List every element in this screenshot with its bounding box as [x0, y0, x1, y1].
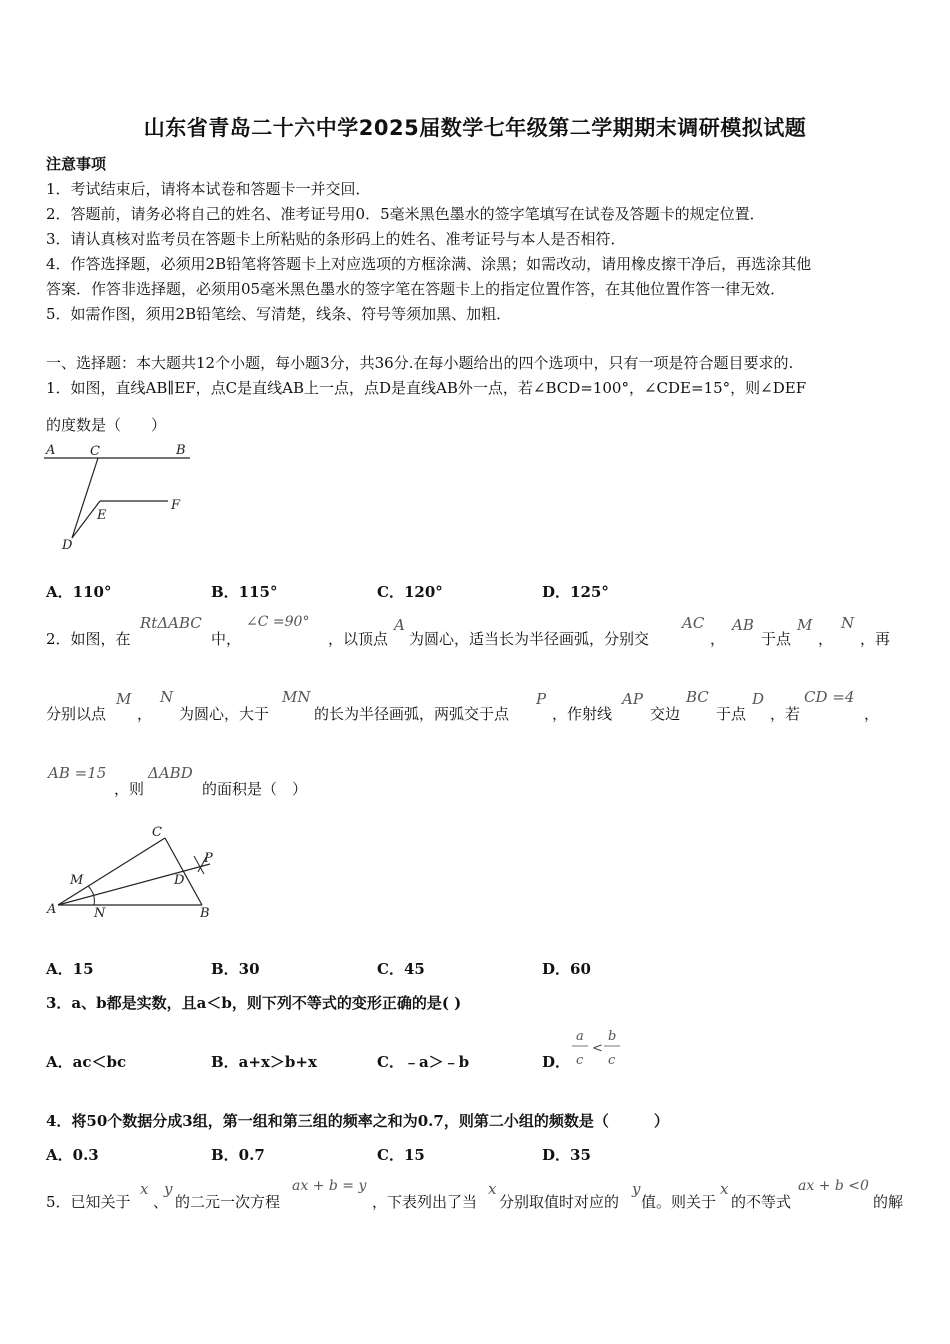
q4-option-d: D．35 [542, 1146, 591, 1164]
q2-math: P [536, 690, 547, 708]
rel: < [592, 1041, 603, 1056]
q3-option-d: D． [542, 1053, 571, 1071]
q2-text: ， [137, 705, 153, 723]
section-heading: 一、选择题：本大题共12个小题，每小题3分，共36分.在每小题给出的四个选项中，只有一项是符合题目要求的. [46, 354, 794, 372]
q5-math: x [140, 1180, 149, 1198]
label-E: E [97, 508, 107, 523]
q3-option-c: C．﹣a＞﹣b [377, 1053, 470, 1071]
label-P: P [204, 851, 213, 866]
notice-item: 5．如需作图，须用2B铅笔绘、写清楚，线条、符号等须加黑、加粗． [46, 305, 512, 323]
q5-math: y [164, 1180, 173, 1198]
q2-math: N [160, 688, 174, 706]
q2-text: ， [818, 630, 834, 648]
q3-option-a: A．ac＜bc [46, 1053, 127, 1071]
q5-math: x [720, 1180, 729, 1198]
q2-math: ΔABD [148, 764, 193, 782]
q2-math: AP [622, 690, 643, 708]
q5-text: 的不等式 [731, 1193, 792, 1211]
q5-text: 的解 [873, 1193, 904, 1211]
q5-text: 分别取值时对应的 [499, 1193, 620, 1211]
q4-stem: 4．将50个数据分成3组，第一组和第三组的频率之和为0.7，则第二小组的频数是（ ） [46, 1112, 669, 1130]
label-A: A [46, 443, 56, 458]
q2-text: ， [864, 705, 880, 723]
label-A: A [47, 902, 57, 917]
q2-text: 于点 [716, 705, 747, 723]
label-C: C [152, 825, 162, 840]
q2-text: 为圆心，大于 [179, 705, 270, 723]
label-B: B [176, 443, 186, 458]
label-F: F [171, 498, 181, 513]
q2-option-b: B．30 [211, 960, 260, 978]
q4-option-c: C．15 [377, 1146, 425, 1164]
q1-figure [40, 438, 200, 556]
q2-math: AB [732, 616, 754, 634]
notice-item: 4．作答选择题，必须用2B铅笔将答题卡上对应选项的方框涂满、涂黑；如需改动，请用橡皮擦干净后，再选涂其他 [46, 255, 812, 273]
q2-text: 的面积是（ ） [202, 780, 308, 798]
q2-text: 中， [211, 630, 242, 648]
q5-text: 的二元一次方程 [175, 1193, 281, 1211]
label-B: B [200, 906, 210, 921]
label-D: D [174, 873, 185, 888]
q2-text: ，作射线 [552, 705, 613, 723]
q2-math: A [394, 616, 405, 634]
q2-text: 交边 [650, 705, 681, 723]
q2-text: ，以顶点 [328, 630, 389, 648]
q1-option-b: B．115° [211, 583, 278, 601]
label-N: N [94, 906, 106, 921]
den1: c [576, 1053, 584, 1068]
q2-text: 于点 [761, 630, 792, 648]
notice-item: 1．考试结束后，请将本试卷和答题卡一并交回． [46, 180, 371, 198]
q2-text: 2．如图，在 [46, 630, 131, 648]
label-M: M [70, 873, 84, 888]
q1-stem-line1: 1．如图，直线AB∥EF，点C是直线AB上一点，点D是直线AB外一点，若∠BCD=100°，∠CDE=15°，则∠DEF [46, 379, 807, 397]
q2-math: M [116, 690, 132, 708]
q2-math: CD =4 [804, 688, 855, 706]
q2-option-a: A．15 [46, 960, 94, 978]
q4-option-a: A．0.3 [46, 1146, 99, 1164]
q1-option-d: D．125° [542, 583, 609, 601]
q2-math: AC [682, 614, 705, 632]
q1-option-a: A．110° [46, 583, 112, 601]
notice-heading: 注意事项 [46, 155, 107, 173]
q5-text: ，下表列出了当 [372, 1193, 478, 1211]
den2: c [608, 1053, 616, 1068]
q2-math: AB =15 [48, 764, 107, 782]
q2-option-c: C．45 [377, 960, 425, 978]
q2-text: 的长为半径画弧，两弧交于点 [314, 705, 510, 723]
q5-math: ax + b <0 [798, 1178, 869, 1194]
notice-item: 2．答题前，请务必将自己的姓名、准考证号用0．5毫米黑色墨水的签字笔填写在试卷及答题卡的规定位置． [46, 205, 765, 223]
q2-math: MN [282, 688, 311, 706]
q3-option-d-formula [568, 1024, 624, 1074]
q2-math: BC [686, 688, 709, 706]
label-D: D [62, 538, 73, 553]
q2-text: 分别以点 [46, 705, 107, 723]
q5-math: x [488, 1180, 497, 1198]
page-title: 山东省青岛二十六中学2025届数学七年级第二学期期末调研模拟试题 [143, 116, 807, 140]
q5-math: ax + b = y [292, 1178, 367, 1194]
q2-text: ， [710, 630, 726, 648]
q1-option-c: C．120° [377, 583, 443, 601]
q2-text: ，则 [114, 780, 145, 798]
q2-text: ，若 [770, 705, 801, 723]
q2-text: 为圆心，适当长为半径画弧，分别交 [409, 630, 650, 648]
q3-option-b: B．a+x＞b+x [211, 1053, 317, 1071]
q2-option-d: D．60 [542, 960, 591, 978]
q2-figure [44, 818, 234, 926]
q1-stem-line2: 的度数是（ ） [46, 416, 167, 434]
notice-item: 答案．作答非选择题，必须用05毫米黑色墨水的签字笔在答题卡上的指定位置作答，在其他位置作答一律无效． [46, 280, 786, 298]
q2-math: M [797, 616, 813, 634]
num2: b [608, 1029, 617, 1044]
q2-math: D [752, 690, 765, 708]
q2-math: RtΔABC [140, 614, 202, 632]
q5-text: 、 [153, 1193, 169, 1211]
q5-text: 5．已知关于 [46, 1193, 131, 1211]
q2-text: ，再 [860, 630, 891, 648]
q5-math: y [632, 1180, 641, 1198]
q2-math: ∠C =90° [246, 614, 310, 630]
q3-stem: 3．a、b都是实数，且a＜b，则下列不等式的变形正确的是( ) [46, 994, 462, 1012]
q5-text: 值。则关于 [641, 1193, 717, 1211]
num1: a [576, 1029, 584, 1044]
label-C: C [90, 444, 100, 459]
q4-option-b: B．0.7 [211, 1146, 265, 1164]
q2-math: N [841, 614, 855, 632]
notice-item: 3．请认真核对监考员在答题卡上所粘贴的条形码上的姓名、准考证号与本人是否相符． [46, 230, 626, 248]
